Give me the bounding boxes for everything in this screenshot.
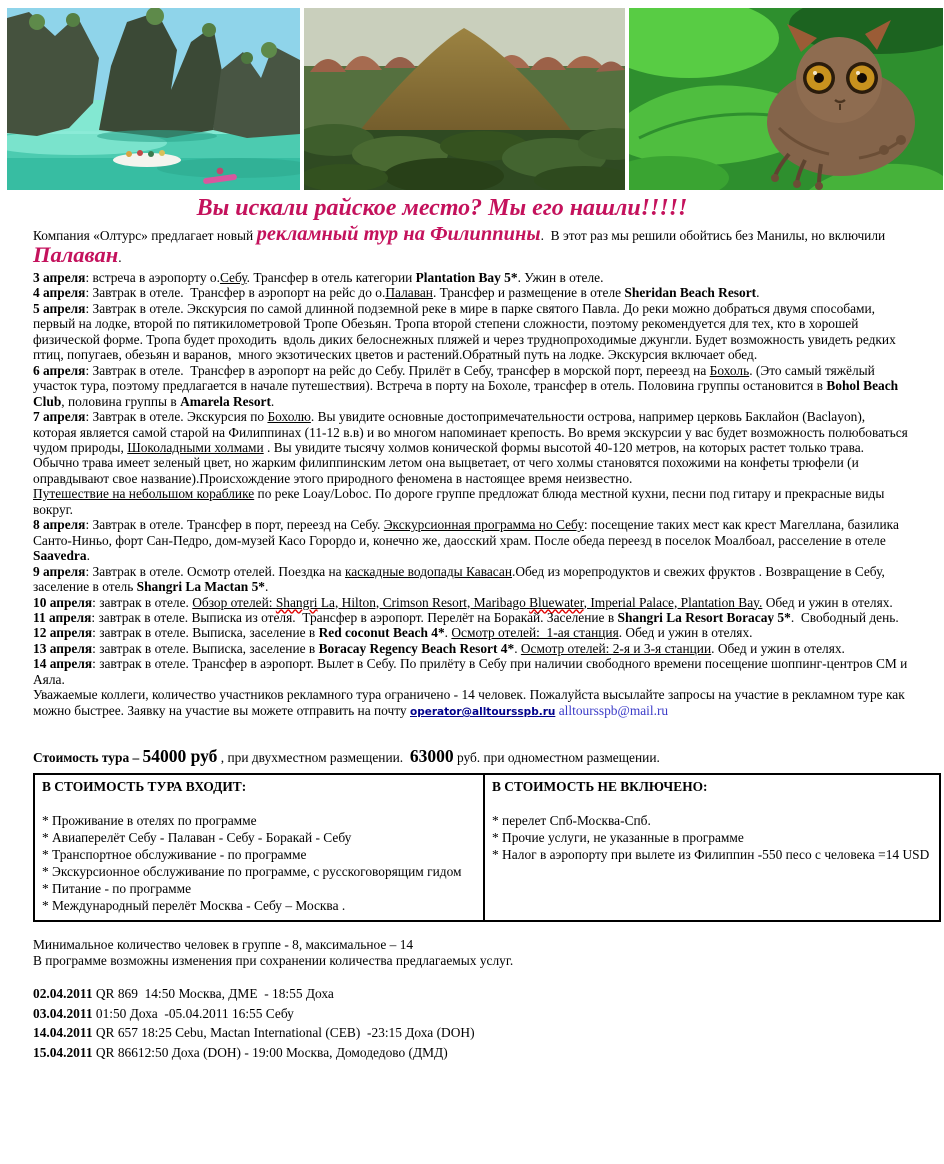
text-segment: Стоимость тура –	[33, 750, 143, 766]
text-segment: Обед и ужин в отелях.	[762, 594, 893, 610]
text-segment: : завтрак в отеле. Выписка, заселение в	[92, 625, 319, 641]
flight-row	[33, 1004, 910, 1024]
text-segment: каскадные водопады Кавасан	[344, 563, 513, 579]
text-segment: Shangri La Resort Boracay 5*	[617, 609, 791, 625]
cost-item: * Питание - по программе	[42, 881, 192, 897]
photo-strip	[0, 0, 944, 190]
misspelled-word: Shangri	[275, 594, 318, 610]
text-segment	[529, 595, 584, 610]
document-body	[0, 225, 944, 1062]
text-segment: по реке Loay/Loboc. По дороге группе предложат блюда местной кухни, песни под гитару и прекрасные виды вокруг.	[33, 486, 888, 517]
cost-item: * Экскурсионное обслуживание по программе, с русскоговорящим гидом	[42, 864, 462, 880]
text-segment: Saavedra	[33, 548, 87, 564]
text-segment: Red coconut Beach 4*	[318, 625, 445, 641]
flight-details: QR 869 14:50 Москва, ДМЕ - 18:55 Доха	[92, 986, 334, 1002]
text-segment: : посещение таких мест как крест Магеллана, базилика Санто-Ниньо, форт Сан-Педро, дом-музей Касо Горордо и, конечно же, даосский храм. После обеда переезд в поселок Моалбоал, расселение в отеле	[33, 517, 903, 548]
text-segment: : завтрак в отеле. Выписка из отеля. Трансфер в аэропорт. Перелёт на Боракай. Заселение в	[91, 609, 618, 625]
text-segment: Бохоль	[709, 362, 750, 378]
text-segment: : Завтрак в отеле. Трансфер в порт, переезд на Себу.	[85, 517, 384, 533]
text-segment: . Обед и ужин в отелях.	[711, 640, 845, 656]
text-segment: . Трансфер в отель категории	[246, 270, 416, 285]
text-segment: Sheridan Beach Resort	[624, 285, 757, 301]
itinerary-paragraph	[33, 270, 910, 285]
flight-row	[33, 984, 910, 1004]
note-changes: В программе возможны изменения при сохранении количества предлагаемых услуг.	[33, 952, 514, 968]
text-segment: 13 апреля	[33, 640, 93, 656]
text-segment: . Вы увидите тысячу холмов конической формы высотой 40-120 метров, на которых растет только трава. Обычно трава имеет зеленый цвет, но жарким филиппинским летом она выцветает, от чего холмы становятся похожими на конфеты трюфели (и оправдывают свое название).Происхождение этого природного феномена в настоящее время неизвестно.	[33, 439, 868, 486]
flight-row	[33, 1023, 910, 1043]
cost-included-items	[42, 812, 476, 914]
text-segment: 14 апреля	[33, 656, 93, 672]
text-segment: : Завтрак в отеле. Трансфер в аэропорт на рейс до Себу. Прилёт в Себу, трансфер в морской порт, переезд на	[85, 362, 710, 378]
tarsier-photo	[629, 8, 943, 190]
text-segment	[276, 595, 318, 610]
spacer	[42, 795, 476, 812]
text-segment: Boracay Regency Beach Resort 4*	[318, 640, 515, 656]
text-segment: 5 апреля	[33, 300, 86, 316]
itinerary-paragraph	[33, 564, 910, 595]
cost-excluded-cell	[484, 774, 940, 921]
cost-item: * перелет Спб-Москва-Спб.	[492, 813, 651, 829]
cost-item: * Проживание в отелях по программе	[42, 813, 257, 829]
itinerary-paragraph	[33, 610, 910, 625]
itinerary-paragraph	[33, 363, 910, 409]
itinerary-paragraph	[33, 517, 910, 563]
text-segment: : Завтрак в отеле. Экскурсия по	[85, 409, 268, 425]
text-segment: 11 апреля	[33, 609, 92, 625]
itinerary-paragraph	[33, 595, 910, 610]
flight-date: 02.04.2011	[33, 986, 93, 1002]
text-segment: , при двухместном размещении.	[217, 750, 410, 766]
cost-item: * Международный перелёт Москва - Себу – Москва .	[42, 898, 346, 914]
flight-date: 15.04.2011	[33, 1044, 93, 1060]
text-segment: . (Это самый тяжёлый участок тура, поэтому предлагается в начале путешествия). Встреча в порту на Бохоле, трансфер в отель. Половина группы остановится в	[33, 362, 879, 394]
text-segment: .	[265, 579, 269, 595]
text-segment: .	[86, 548, 90, 564]
note-group-size: Минимальное количество человек в группе - 8, максимальное – 14	[33, 937, 414, 953]
cost-included-cell	[34, 774, 484, 921]
text-segment: . Ужин в отеле.	[517, 270, 604, 285]
flight-row	[33, 1043, 910, 1063]
text-segment: : завтрак в отеле. Выписка, заселение в	[92, 640, 319, 656]
itinerary-paragraph	[33, 641, 910, 656]
itinerary-paragraph	[33, 625, 910, 640]
text-segment: Plantation Bay 5*	[415, 270, 518, 285]
price-line	[33, 745, 910, 769]
el-nido-lagoon-photo	[7, 8, 300, 190]
text-segment: 4 апреля	[33, 285, 86, 301]
text-segment: : завтрак в отеле. Трансфер в аэропорт. Вылет в Себу. По прилёту в Себу при наличии свободного времени посещение шоппинг-центров СМ и Аяла.	[33, 656, 911, 687]
itinerary-paragraph	[33, 409, 915, 486]
cost-excluded-items	[492, 812, 932, 863]
itinerary	[33, 270, 915, 720]
text-segment: .	[270, 393, 275, 409]
text-segment: Осмотр отелей: 2-я и 3-я станции	[520, 640, 712, 656]
email-link-mail[interactable]: alltoursspb@mail.ru	[558, 702, 669, 718]
text-segment: 9 апреля	[33, 563, 86, 579]
text-segment: . Обед и ужин в отелях.	[618, 625, 753, 641]
flight-details: QR 86612:50 Доха (DOH) - 19:00 Москва, Домодедово (ДМД)	[92, 1044, 448, 1060]
itinerary-paragraph	[33, 285, 910, 300]
text-segment: 63000	[409, 746, 454, 767]
text-segment: , половина группы в	[61, 393, 181, 409]
cost-item: * Прочие услуги, не указанные в программе	[492, 830, 744, 846]
text-segment: La, Hilton, Crimson Resort, Maribago	[317, 594, 530, 610]
text-segment: . Вы увидите основные достопримечательности острова, например церковь Баклайон (Baclayon), которая является самой старой на Филиппинах (11-12 в.в) и во многом напоминает крепость. Во время экскурсии у вас будет возможность полюбоваться чудом природы,	[33, 409, 915, 455]
cost-item: * Налог в аэропорту при вылете из Филиппин -550 песо с человека =14 USD	[492, 847, 930, 863]
text-segment: . В этот раз мы решили обойтись без Манилы, но включили	[540, 228, 889, 243]
chocolate-hills-photo	[304, 8, 625, 190]
text-segment: .	[756, 285, 760, 301]
text-segment: Shangri La Mactan 5*	[136, 579, 265, 595]
cost-item: * Транспортное обслуживание - по программе	[42, 847, 307, 863]
text-segment: Палаван	[385, 285, 433, 301]
cost-included-header: В СТОИМОСТЬ ТУРА ВХОДИТ:	[42, 779, 247, 795]
text-segment: Amarela Resort	[180, 393, 271, 409]
page-title: Вы искали райское место? Мы его нашли!!!!!	[196, 195, 688, 221]
flight-details: QR 657 18:25 Cebu, Mactan International (CEB) -23:15 Доха (DOH)	[92, 1025, 475, 1041]
text-segment: .	[514, 640, 521, 656]
text-segment: : Завтрак в отеле. Трансфер в аэропорт на рейс до о.	[85, 285, 386, 301]
flight-date: 03.04.2011	[33, 1005, 93, 1021]
itinerary-paragraph	[33, 486, 910, 517]
text-segment: 54000 руб	[142, 746, 218, 767]
text-segment: Компания «Олтурс» предлагает новый	[33, 228, 257, 243]
text-segment: : Завтрак в отеле. Осмотр отелей. Поездка на	[85, 563, 345, 579]
text-segment: . Трансфер и размещение в отеле	[432, 285, 625, 301]
text-segment: Экскурсионная программа но Себу	[383, 517, 584, 533]
cost-table	[33, 773, 941, 922]
text-segment: .Обед из морепродуктов и свежих фруктов . Возвращение в Себу, заселение в отель	[33, 563, 889, 595]
misspelled-word: Bluewater	[529, 594, 584, 610]
text-segment: : Завтрак в отеле. Экскурсия по самой длинной подземной реке в мире в парке святого Павла. До реки можно добраться двумя способами, первый на лодке, второй по пятикилометровой Тропе Обезьян. Тропа второй степени сложности, поэтому рекомендуется для тех, кто в хорошей физической форме. Тропа будет проходить вдоль диких белоснежных пляжей и через труднопроходимые джунгли. Будет возможность увидеть редких птиц, попугаев, обезьян и варанов, много экзотических цветов и растений.Обратный путь на лодке. Экскурсия включает обед.	[33, 300, 900, 363]
text-segment: 3 апреля	[33, 270, 86, 285]
text-segment: Уважаемые коллеги, количество участников рекламного тура ограничено - 14 человек. Пожалуйста высылайте запросы на участие в рекламном туре как можно быстрее. Заявку на участие вы можете отправить на почту	[33, 687, 909, 718]
text-segment: Бохолю	[267, 409, 311, 425]
cost-item: * Авиаперелёт Себу - Палаван - Себу - Боракай - Себу	[42, 830, 352, 846]
text-segment: руб. при одноместном размещении.	[453, 750, 660, 766]
text-segment: 8 апреля	[33, 517, 86, 533]
text-segment: .	[118, 250, 122, 265]
text-segment: Шоколадными холмами	[127, 439, 264, 455]
text-segment: Путешествие на небольшом кораблике	[33, 486, 255, 502]
text-segment: Осмотр отелей: 1-ая станция	[451, 625, 619, 641]
text-segment: 7 апреля	[33, 409, 86, 425]
notes	[33, 937, 910, 968]
itinerary-paragraph	[33, 656, 910, 687]
flight-date: 14.04.2011	[33, 1025, 93, 1041]
itinerary-paragraph	[33, 687, 910, 720]
text-segment: Bohol Beach Club	[33, 378, 902, 409]
text-segment: . Свободный день.	[790, 609, 899, 625]
text-segment: , Imperial Palace, Plantation Bay.	[583, 594, 763, 610]
text-segment: 12 апреля	[33, 625, 93, 641]
flight-details: 01:50 Доха -05.04.2011 16:55 Себу	[92, 1005, 294, 1021]
text-segment: рекламный тур на Филиппины	[256, 223, 541, 245]
itinerary-paragraph	[33, 301, 910, 363]
spacer	[492, 795, 932, 812]
text-segment: : завтрак в отеле.	[92, 594, 193, 610]
email-link-operator[interactable]: operator@alltoursspb.ru	[409, 705, 556, 718]
cost-excluded-header: В СТОИМОСТЬ НЕ ВКЛЮЧЕНО:	[492, 779, 708, 795]
text-segment: Обзор отелей:	[192, 594, 276, 610]
text-segment: Палаван	[33, 242, 119, 267]
text-segment: : встреча в аэропорту о.	[85, 270, 220, 285]
text-segment: 6 апреля	[33, 362, 86, 378]
text-segment: Себу	[219, 270, 247, 285]
text-segment: .	[444, 625, 452, 641]
flight-schedule	[33, 984, 910, 1062]
text-segment: 10 апреля	[33, 594, 93, 610]
intro-paragraph	[33, 225, 910, 267]
